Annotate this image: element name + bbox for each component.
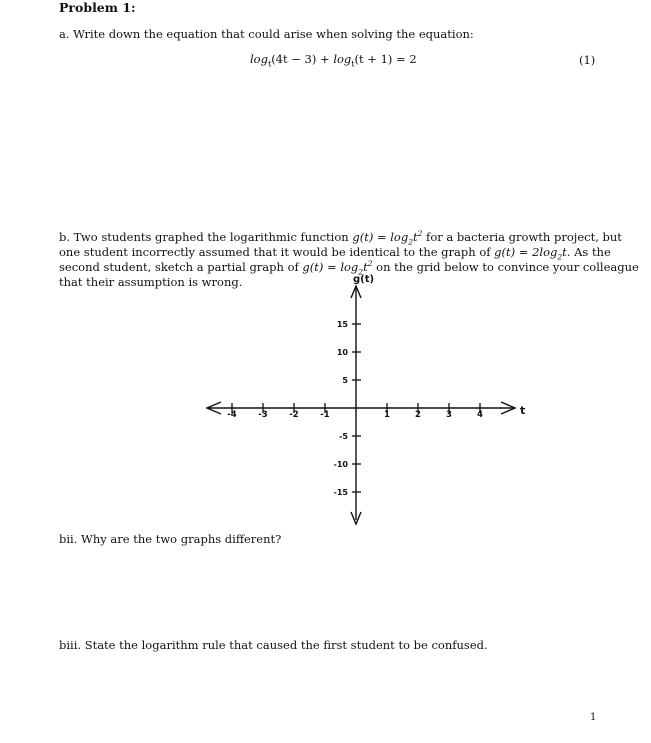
part-bii-prompt: bii. Why are the two graphs different? <box>59 532 282 546</box>
part-biii-prompt: biii. State the logarithm rule that caused the first student to be confused. <box>59 638 488 652</box>
x-tick-label: 3 <box>446 410 452 420</box>
b-line3-a: second student, sketch a partial graph of <box>59 260 303 274</box>
b-fn3-exp: 2 <box>367 259 373 269</box>
y-tick-label: -10 <box>333 460 348 469</box>
y-tick-label: 5 <box>342 376 348 385</box>
b-line1-b: for a bacteria growth project, but <box>422 230 622 244</box>
y-tick-label: 15 <box>336 320 348 329</box>
problem-title: Problem 1: <box>59 0 136 15</box>
y-tick-label: -5 <box>339 432 348 441</box>
b-fn3-arg: t <box>363 260 368 274</box>
b-fn1-arg: t <box>413 230 418 244</box>
y-axis-label: g(t) <box>353 274 375 285</box>
log2-arg: (t + 1) <box>354 52 393 66</box>
x-tick-label: 2 <box>415 410 421 420</box>
b-fn2-base: 2 <box>557 252 563 262</box>
y-tick-label: -15 <box>333 488 348 497</box>
x-tick-label: 4 <box>477 410 483 420</box>
log-equation: $\log_t(4t - 3) + \log_t(t + 1) = 2$ <box>250 52 417 69</box>
x-tick-label: 1 <box>384 410 390 420</box>
b-fn1-base: 2 <box>408 237 413 247</box>
log1-base: t <box>267 59 272 69</box>
x-ticks <box>227 403 483 420</box>
y-tick-label: 10 <box>336 348 348 357</box>
eq-plus: + <box>320 52 330 66</box>
x-tick-label: -4 <box>227 410 237 420</box>
eq-rhs: = 2 <box>396 52 417 66</box>
log1-arg: (4t − 3) <box>271 52 317 66</box>
b-line3-b: on the grid below to convince your colleague <box>372 260 639 274</box>
b-fn2-arg: t <box>562 245 567 259</box>
equation-number: (1) <box>579 53 596 67</box>
b-fn2: g(t) = 2log <box>494 245 558 259</box>
log2-base: t <box>351 59 355 69</box>
b-line1-a: b. Two students graphed the logarithmic function <box>59 230 353 244</box>
x-axis-label: t <box>520 404 526 417</box>
b-fn1: g(t) = log <box>352 230 409 244</box>
b-fn3-base: 2 <box>358 267 364 277</box>
x-tick-label: -2 <box>289 410 299 420</box>
x-tick-label: -3 <box>258 410 268 420</box>
b-line4: that their assumption is wrong. <box>59 275 243 289</box>
page-number: 1 <box>590 712 597 723</box>
b-fn1-exp: 2 <box>417 229 423 239</box>
b-fn3: g(t) = log <box>302 260 359 274</box>
b-line2-a: one student incorrectly assumed that it would be identical to the graph of <box>59 245 495 259</box>
x-tick-label: -1 <box>320 410 330 420</box>
b-line2-b: . As the <box>566 245 611 259</box>
part-a-prompt: a. Write down the equation that could arise when solving the equation: <box>59 27 474 41</box>
sketch-grid <box>195 268 535 538</box>
